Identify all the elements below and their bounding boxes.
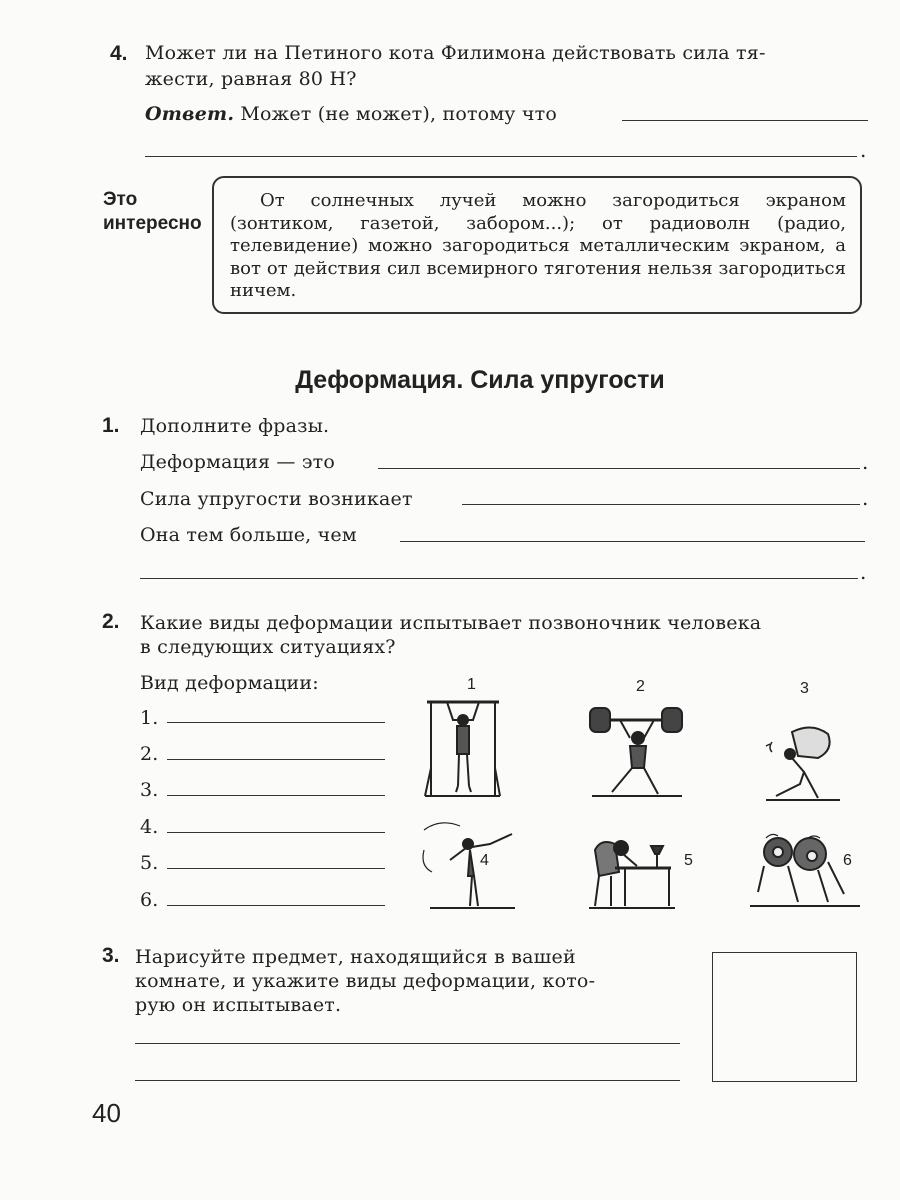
- deformation-item-6: 6.: [140, 889, 159, 911]
- man-carrying-sack-icon: [762, 722, 842, 802]
- task-3-field-2[interactable]: [135, 1080, 680, 1081]
- task-1-field-b[interactable]: [462, 504, 860, 505]
- person-at-desk-icon: [585, 832, 677, 912]
- question-4-line2: жести, равная 80 Н?: [145, 68, 357, 90]
- task-1-number: 1.: [102, 414, 120, 437]
- deformation-item-2: 2.: [140, 743, 159, 765]
- answer-end-dot: .: [860, 138, 867, 162]
- figure-label-4: 4: [480, 852, 489, 869]
- answer-label: Ответ.: [145, 103, 235, 125]
- answer-field-line-2[interactable]: [145, 156, 857, 157]
- interesting-label: [103, 188, 202, 236]
- task-1-phrase-greater: Она тем больше, чем: [140, 524, 357, 546]
- interesting-fact-box: От солнечных лучей можно загородиться экраном (зонтиком, газетой, забором...); от радиоволн (радио, телевидение) можно загородиться металлическим экраном, а вот от действия сил всемирного тяготения нельзя загородиться ничем.: [212, 176, 862, 314]
- interesting-label-line1: Это: [103, 189, 138, 210]
- question-4-answer: [145, 101, 557, 127]
- man-hanging-on-bar-icon: [425, 698, 500, 800]
- task-3-line2: комнате, и укажите виды деформации, кото-: [135, 970, 596, 992]
- task-1-phrase-deformation: Деформация — это: [140, 451, 336, 473]
- task-1-dot-d: .: [860, 560, 867, 584]
- answer-field-line-1[interactable]: [622, 120, 868, 121]
- page-number: 40: [92, 1098, 121, 1128]
- weightlifter-icon: [582, 700, 692, 800]
- task-1-dot-a: .: [862, 450, 869, 474]
- wrestlers-icon: [748, 832, 863, 912]
- figure-label-1: 1: [467, 676, 476, 693]
- figure-label-5: 5: [684, 852, 693, 869]
- task-1-dot-b: .: [862, 486, 869, 510]
- deformation-item-5: 5.: [140, 852, 159, 874]
- deformation-field-2[interactable]: [167, 759, 385, 760]
- figure-label-3: 3: [800, 680, 809, 697]
- interesting-label-line2: интересно: [103, 213, 202, 234]
- gymnast-bending-icon: [420, 820, 520, 912]
- task-1-field-a[interactable]: [378, 468, 860, 469]
- task-2-line1: Какие виды деформации испытывает позвоночник человека: [140, 612, 762, 634]
- figure-label-6: 6: [843, 852, 852, 869]
- task-1-field-c[interactable]: [400, 541, 865, 542]
- deformation-item-1: 1.: [140, 707, 159, 729]
- drawing-box[interactable]: [712, 952, 857, 1082]
- deformation-field-1[interactable]: [167, 722, 385, 723]
- section-title: Деформация. Сила упругости: [295, 366, 665, 394]
- question-4-number: 4.: [110, 42, 128, 65]
- deformation-field-5[interactable]: [167, 868, 385, 869]
- deformation-field-4[interactable]: [167, 832, 385, 833]
- answer-text: Может (не может), потому что: [240, 103, 558, 125]
- task-1-field-d[interactable]: [140, 578, 858, 579]
- task-2-number: 2.: [102, 610, 120, 633]
- task-3-line1: Нарисуйте предмет, находящийся в вашей: [135, 946, 576, 968]
- task-3-field-1[interactable]: [135, 1043, 680, 1044]
- task-1-phrase-elastic-force: Сила упругости возникает: [140, 488, 413, 510]
- deformation-item-3: 3.: [140, 779, 159, 801]
- task-2-line2: в следующих ситуациях?: [140, 636, 396, 658]
- task-3-number: 3.: [102, 944, 120, 967]
- deformation-item-4: 4.: [140, 816, 159, 838]
- task-1-prompt: Дополните фразы.: [140, 415, 330, 437]
- task-3-line3: рую он испытывает.: [135, 994, 342, 1016]
- question-4-line1: Может ли на Петиного кота Филимона действовать сила тя-: [145, 42, 766, 64]
- deformation-list-label: Вид деформации:: [140, 672, 319, 694]
- deformation-field-3[interactable]: [167, 795, 385, 796]
- deformation-field-6[interactable]: [167, 905, 385, 906]
- figure-label-2: 2: [636, 678, 645, 695]
